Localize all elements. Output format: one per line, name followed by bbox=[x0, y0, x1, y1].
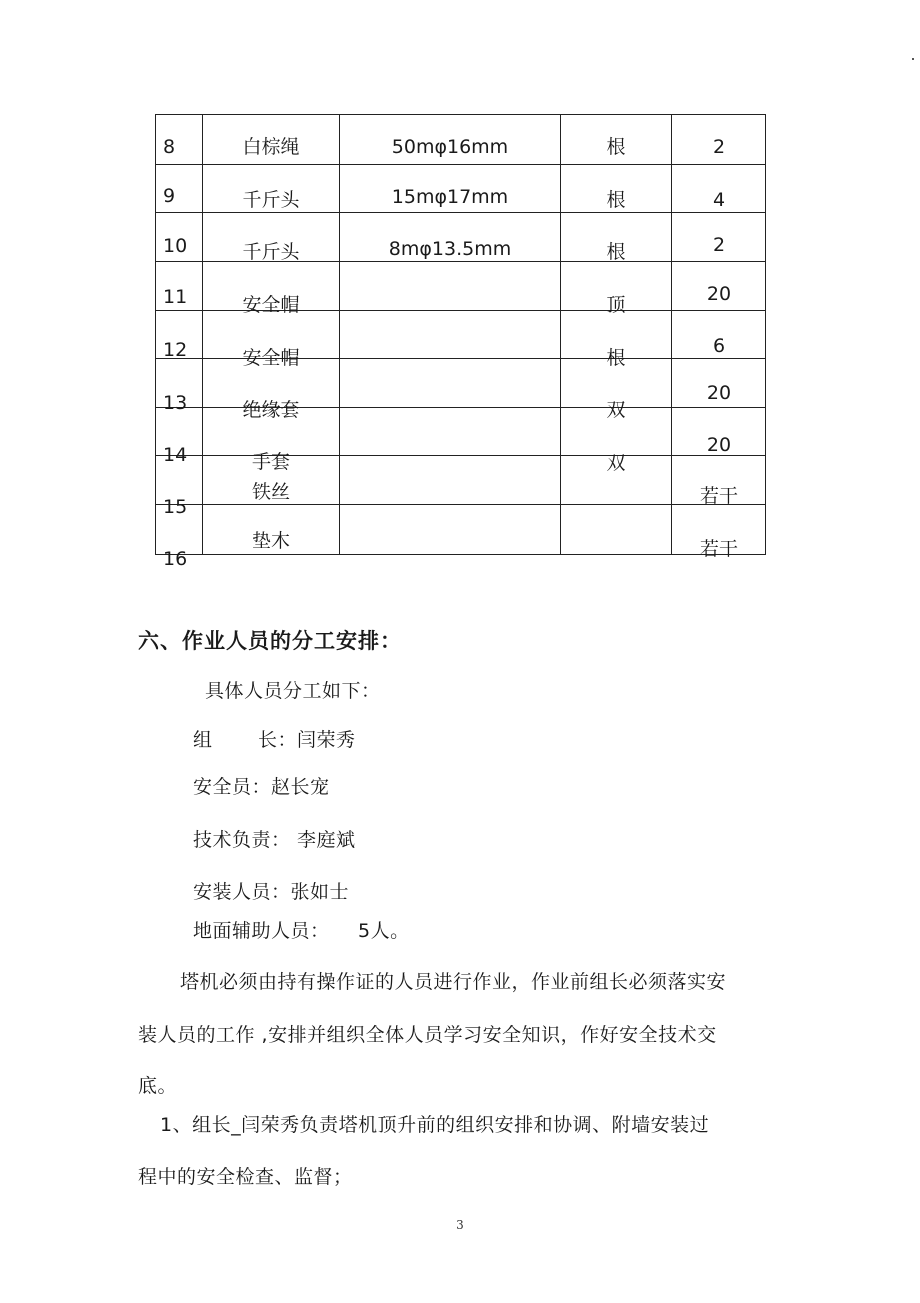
stray-mark bbox=[912, 58, 914, 60]
table-cell-unit: 双 bbox=[606, 452, 626, 474]
table-cell-name: 白棕绳 bbox=[242, 136, 300, 158]
table-cell-qty: 4 bbox=[712, 189, 726, 211]
leader-label: 组 bbox=[193, 729, 213, 751]
table-cell-qty: 2 bbox=[712, 136, 726, 158]
table-cell-name: 千斤头 bbox=[242, 241, 300, 263]
table-cell-no: 11 bbox=[163, 286, 188, 308]
table-cell-spec: 8mφ13.5mm bbox=[388, 238, 512, 260]
table-cell-name: 安全帽 bbox=[242, 347, 300, 369]
table-cell-name: 垫木 bbox=[251, 530, 290, 552]
table-cell-name: 千斤头 bbox=[242, 189, 300, 211]
table-cell-qty: 20 bbox=[706, 382, 732, 404]
section-heading: 六、作业人员的分工安排： bbox=[138, 629, 402, 653]
table-cell-name: 手套 bbox=[251, 451, 290, 473]
table-cell-no: 13 bbox=[163, 392, 188, 414]
ground-assist-count: 5人。 bbox=[358, 920, 410, 942]
table-cell-no: 14 bbox=[163, 444, 188, 466]
installer: 安装人员：张如士 bbox=[193, 881, 350, 903]
table-cell-qty: 若干 bbox=[699, 485, 738, 507]
table-cell-unit: 双 bbox=[606, 399, 626, 421]
table-cell-qty: 若干 bbox=[699, 538, 738, 560]
table-cell-no: 12 bbox=[163, 339, 188, 361]
tech-lead: 技术负责： 李庭斌 bbox=[193, 829, 356, 851]
intro-text: 具体人员分工如下： bbox=[205, 680, 381, 702]
table-cell-no: 8 bbox=[163, 136, 176, 158]
table-cell-name: 铁丝 bbox=[251, 481, 290, 503]
item-line: 程中的安全检查、监督； bbox=[138, 1166, 353, 1188]
table-cell-unit: 根 bbox=[606, 136, 626, 158]
table-cell-spec: 50mφ16mm bbox=[391, 136, 509, 158]
safety-officer: 安全员：赵长宠 bbox=[193, 776, 330, 798]
equipment-table bbox=[155, 114, 766, 570]
table-cell-no: 16 bbox=[163, 548, 188, 570]
table-cell-qty: 20 bbox=[706, 434, 732, 456]
leader-name: 长：闫荣秀 bbox=[258, 729, 356, 751]
table-cell-unit: 根 bbox=[606, 189, 626, 211]
ground-assist-label: 地面辅助人员： bbox=[193, 920, 330, 942]
paragraph-line: 装人员的工作 ,安排并组织全体人员学习安全知识，作好安全技术交 bbox=[138, 1024, 717, 1046]
table-cell-unit: 根 bbox=[606, 241, 626, 263]
table-cell-no: 10 bbox=[163, 235, 188, 257]
table-cell-qty: 20 bbox=[706, 283, 732, 305]
table-cell-no: 15 bbox=[163, 496, 188, 518]
table-cell-qty: 6 bbox=[712, 335, 726, 357]
page-number: 3 bbox=[456, 1218, 464, 1232]
table-cell-name: 安全帽 bbox=[242, 294, 300, 316]
table-cell-unit: 根 bbox=[606, 347, 626, 369]
item-line: 1、组长_闫荣秀负责塔机顶升前的组织安排和协调、附墙安装过 bbox=[160, 1114, 710, 1136]
paragraph-line: 底。 bbox=[138, 1075, 178, 1097]
table-cell-no: 9 bbox=[163, 185, 176, 207]
table-cell-qty: 2 bbox=[712, 234, 726, 256]
table-cell-spec: 15mφ17mm bbox=[391, 186, 509, 208]
table-cell-name: 绝缘套 bbox=[242, 399, 300, 421]
table-cell-unit: 顶 bbox=[606, 294, 626, 316]
paragraph-line: 塔机必须由持有操作证的人员进行作业，作业前组长必须落实安 bbox=[180, 971, 727, 993]
